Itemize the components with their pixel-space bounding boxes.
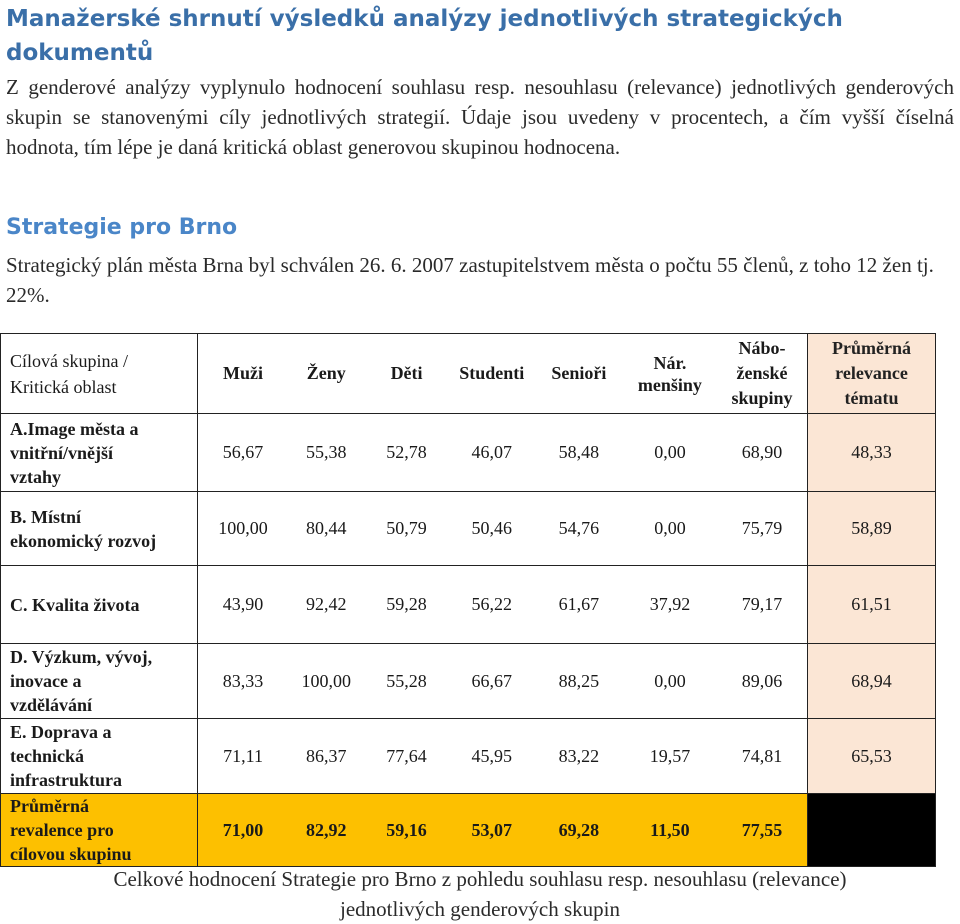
relevance-cell: 61,51 xyxy=(808,566,936,644)
row-label-line: revalence pro xyxy=(10,820,114,840)
row-label xyxy=(1,492,198,566)
value-cell: 0,00 xyxy=(654,518,686,538)
table-row-d xyxy=(1,644,936,719)
row-values xyxy=(198,566,808,644)
table-row-c xyxy=(1,566,936,644)
value-cell: 37,92 xyxy=(649,594,691,614)
col-header-seniori: Senioři xyxy=(551,363,607,383)
row-label-line: cílovou skupinu xyxy=(10,844,132,864)
header-label-cell xyxy=(1,334,198,414)
value-cell: 75,79 xyxy=(741,518,783,538)
relevance-cell: 68,94 xyxy=(808,644,936,719)
row-label-line: A.Image města a xyxy=(10,418,139,439)
col-header-deti: Děti xyxy=(390,363,423,383)
value-cell: 19,57 xyxy=(649,745,691,766)
col-header-line: ženské xyxy=(736,363,788,383)
col-header-zeny: Ženy xyxy=(306,363,346,383)
row-values xyxy=(198,794,808,867)
value-cell: 86,37 xyxy=(306,745,347,766)
value-cell: 71,11 xyxy=(223,745,263,766)
value-cell: 58,48 xyxy=(558,442,600,462)
col-header-line: tématu xyxy=(844,388,899,408)
value-cell: 53,07 xyxy=(471,819,512,840)
col-header-studenti: Studenti xyxy=(459,363,525,383)
value-cell: 82,92 xyxy=(306,819,347,840)
corner-cell xyxy=(808,794,936,867)
value-cell: 50,46 xyxy=(471,518,512,538)
value-cell: 80,44 xyxy=(306,518,347,538)
value-cell: 0,00 xyxy=(654,670,686,691)
table-row-e xyxy=(1,719,936,794)
header-label-line: Kritická oblast xyxy=(10,376,117,397)
value-cell: 46,07 xyxy=(471,442,512,462)
intro-paragraph: Z genderové analýzy vyplynulo hodnocení souhlasu resp. nesouhlasu (relevance) jednotlivých genderových skupin se stanovenými cíly jednotlivých strategií. Údaje jsou uvedeny v procentech, a čím vyšší číselná hodnota, tím lépe je daná kritická oblast generovou skupinou hodnocena. xyxy=(6,75,954,159)
value-cell: 56,67 xyxy=(222,442,264,462)
header-label-line: Cílová skupina / xyxy=(10,350,128,371)
section-heading: Strategie pro Brno xyxy=(6,215,238,240)
value-cell: 100,00 xyxy=(218,518,268,538)
value-cell: 77,55 xyxy=(741,819,783,840)
row-values xyxy=(198,492,808,566)
col-header-line: menšiny xyxy=(637,374,702,395)
value-cell: 61,67 xyxy=(558,594,600,614)
relevance-cell: 48,33 xyxy=(808,414,936,492)
caption-line: jednotlivých genderových skupin xyxy=(340,897,620,921)
value-cell: 69,28 xyxy=(558,819,600,840)
value-cell: 66,67 xyxy=(471,670,512,691)
value-cell: 83,33 xyxy=(222,670,264,691)
value-cell: 92,42 xyxy=(306,594,347,614)
table-header-row xyxy=(1,334,936,414)
value-cell: 55,28 xyxy=(386,670,427,691)
row-label-line: ekonomický rozvoj xyxy=(10,530,157,551)
row-label-line: vztahy xyxy=(10,466,61,487)
value-cell: 83,22 xyxy=(558,745,600,766)
header-columns-cell xyxy=(198,334,808,414)
col-header-muzi: Muži xyxy=(223,363,264,383)
value-cell: 43,90 xyxy=(222,594,264,614)
relevance-cell: 58,89 xyxy=(808,492,936,566)
value-cell: 45,95 xyxy=(471,745,512,766)
table-row-average xyxy=(1,794,936,867)
value-cell: 59,16 xyxy=(386,819,427,840)
row-label-line: technická xyxy=(10,746,84,766)
col-header-nabozenske-skupiny xyxy=(717,336,807,411)
col-header-line: Průměrná xyxy=(832,338,911,358)
row-values xyxy=(198,719,808,794)
value-cell: 88,25 xyxy=(558,670,600,691)
table-row-b xyxy=(1,492,936,566)
row-label-line: infrastruktura xyxy=(10,770,122,790)
value-cell: 100,00 xyxy=(301,670,352,691)
value-cell: 89,06 xyxy=(741,670,783,691)
row-label xyxy=(1,566,198,644)
row-label xyxy=(1,644,198,719)
value-cell: 55,38 xyxy=(306,442,347,462)
table-row-a xyxy=(1,414,936,492)
caption-line: Celkové hodnocení Strategie pro Brno z pohledu souhlasu resp. nesouhlasu (relevance) xyxy=(113,867,847,891)
row-values xyxy=(198,644,808,719)
value-cell: 54,76 xyxy=(558,518,600,538)
document-heading: Manažerské shrnutí výsledků analýzy jednotlivých strategických dokumentů xyxy=(6,6,843,66)
row-label-line: Průměrná xyxy=(10,796,89,816)
relevance-table xyxy=(0,333,936,867)
value-cell: 77,64 xyxy=(386,745,427,766)
col-header-line: Nár. xyxy=(653,352,687,373)
row-label-line: vnitřní/vnější xyxy=(10,442,114,463)
value-cell: 11,50 xyxy=(650,819,690,840)
row-label xyxy=(1,794,198,867)
col-header-narodnostni-mensiny xyxy=(623,352,717,396)
col-header-line: skupiny xyxy=(731,388,793,408)
col-header-prumerna-relevance xyxy=(808,334,936,414)
col-header-line: relevance xyxy=(835,363,908,383)
row-label-line: inovace a xyxy=(10,671,82,691)
value-cell: 52,78 xyxy=(386,442,427,462)
value-cell: 68,90 xyxy=(741,442,783,462)
value-cell: 59,28 xyxy=(386,594,427,614)
value-cell: 71,00 xyxy=(222,819,264,840)
row-label-line: C. Kvalita života xyxy=(10,594,140,615)
table-caption xyxy=(0,864,960,924)
value-cell: 79,17 xyxy=(741,594,783,614)
row-label xyxy=(1,414,198,492)
section-paragraph: Strategický plán města Brna byl schválen 26. 6. 2007 zastupitelstvem města o počtu 55 členů, z toho 12 žen tj. 22%. xyxy=(6,253,934,307)
row-label xyxy=(1,719,198,794)
row-label-line: B. Místní xyxy=(10,506,82,527)
relevance-cell: 65,53 xyxy=(808,719,936,794)
row-label-line: D. Výzkum, vývoj, xyxy=(10,647,153,667)
col-header-line: Nábo- xyxy=(738,338,786,358)
row-values xyxy=(198,414,808,492)
value-cell: 0,00 xyxy=(654,442,686,462)
value-cell: 56,22 xyxy=(471,594,512,614)
row-label-line: vzdělávání xyxy=(10,695,93,715)
row-label-line: E. Doprava a xyxy=(10,722,112,742)
value-cell: 74,81 xyxy=(741,745,783,766)
value-cell: 50,79 xyxy=(386,518,427,538)
